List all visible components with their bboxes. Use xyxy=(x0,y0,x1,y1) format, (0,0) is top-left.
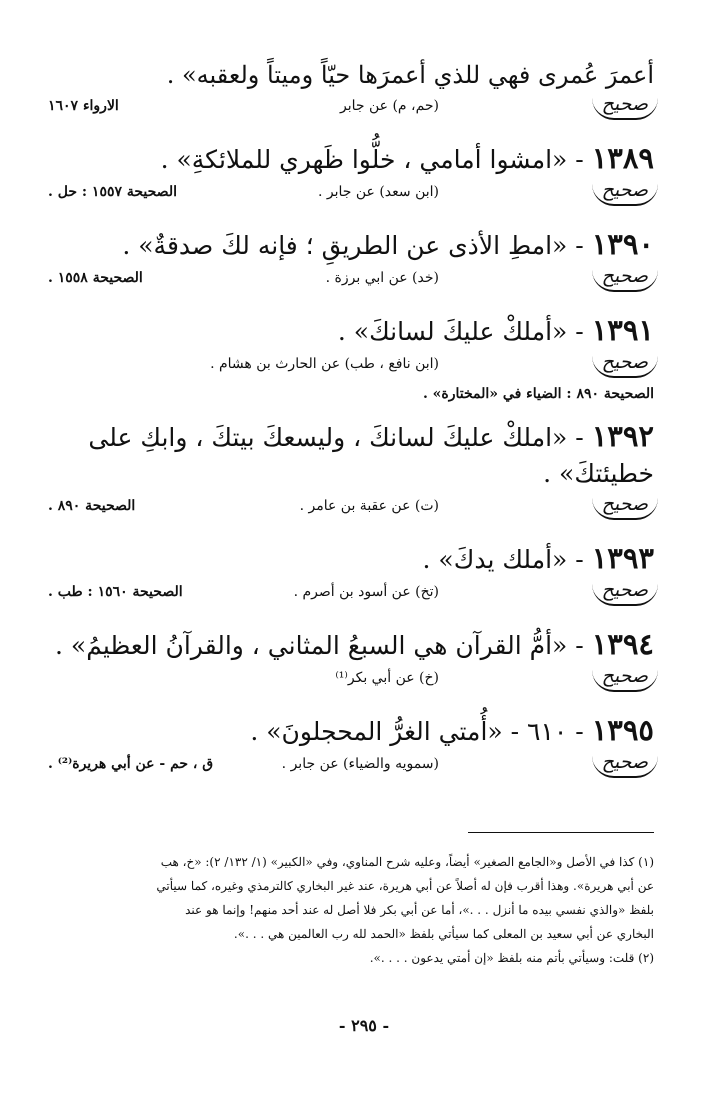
hadith-number: ١٣٩١ xyxy=(591,313,654,347)
hadith-text: - «امطِ الأذى عن الطريقِ ؛ فإنه لكَ صدقةٌ» . xyxy=(122,231,584,260)
hadith-source: (خ) عن أبي بكر⁽¹⁾ xyxy=(335,670,439,686)
hadith-source-row xyxy=(48,178,654,212)
hadith-text: - «امشوا أمامي ، خلُّوا ظَهري للملائكةِ» . xyxy=(160,145,584,174)
grade-badge: صحيح xyxy=(592,750,658,778)
grade-badge: صحيح xyxy=(592,664,658,692)
hadith-1393 xyxy=(48,540,654,612)
intro-hadith-continuation xyxy=(48,58,654,126)
hadith-source-row xyxy=(48,350,654,384)
hadith-text: - «املكْ عليكَ لسانكَ ، وليسعكَ بيتكَ ، وابكِ على xyxy=(88,423,584,452)
hadith-source: (ابن سعد) عن جابر . xyxy=(317,184,439,200)
grade-badge: صحيح xyxy=(592,178,658,206)
footnotes xyxy=(48,850,654,970)
hadith-1392 xyxy=(48,418,654,526)
hadith-line xyxy=(48,312,654,350)
hadith-line xyxy=(48,626,654,664)
hadith-reference: الصحيحة ١٥٥٧ : حل . xyxy=(48,184,177,200)
hadith-line xyxy=(48,226,654,264)
hadith-source-row xyxy=(48,264,654,298)
hadith-reference: الصحيحة ١٥٦٠ : طب . xyxy=(48,584,183,600)
grade-badge: صحيح xyxy=(592,350,658,378)
hadith-number: ١٣٩٤ xyxy=(591,627,654,661)
hadith-source-row xyxy=(48,750,654,784)
hadith-source-row xyxy=(48,578,654,612)
hadith-1390 xyxy=(48,226,654,298)
grade-badge: صحيح xyxy=(592,578,658,606)
hadith-source: (ابن نافع ، طب) عن الحارث بن هشام . xyxy=(210,356,439,372)
hadith-1394 xyxy=(48,626,654,698)
hadith-number: ١٣٩٢ xyxy=(591,419,654,453)
hadith-number: ١٣٩٠ xyxy=(591,227,654,261)
hadith-source: (خد) عن ابي برزة . xyxy=(325,270,439,286)
hadith-text: - ٦١٠ - «أُمتي الغرُّ المحجلونَ» . xyxy=(250,717,584,746)
footnote-divider xyxy=(468,832,654,833)
hadith-1389 xyxy=(48,140,654,212)
intro-source-row xyxy=(48,92,654,126)
intro-source: (حم، م) عن جابر xyxy=(340,98,439,114)
grade-badge: صحيح xyxy=(592,492,658,520)
hadith-extra-reference: الصحيحة ٨٩٠ : الضياء في «المختارة» . xyxy=(422,386,654,402)
hadith-line xyxy=(48,140,654,178)
hadith-text: - «أملك يدكَ» . xyxy=(422,545,584,574)
intro-reference: الارواء ١٦٠٧ xyxy=(48,98,119,114)
hadith-number: ١٣٩٣ xyxy=(591,541,654,575)
hadith-reference: الصحيحة ٨٩٠ . xyxy=(48,498,136,514)
footnote-line: (١) كذا في الأصل و«الجامع الصغير» أيضاً، وعليه شرح المناوي، وفي «الكبير» (١/ ١٣٢/ ٢): «خ، هب xyxy=(160,855,654,869)
hadith-reference: ق ، حم - عن أبي هريرة⁽²⁾ . xyxy=(48,756,214,772)
hadith-source: (سمويه والضياء) عن جابر . xyxy=(281,756,439,772)
hadith-source-row xyxy=(48,664,654,698)
intro-text: أعمرَ عُمرى فهي للذي أعمرَها حيّاً وميتاً ولعقبه» . xyxy=(166,61,654,89)
footnote-line: بلفظ «والذي نفسي بيده ما أنزل . . .»، أما عن أبي بكر فلا أصل له عند أحد منهم! وإنما هو عند xyxy=(185,903,654,917)
hadith-1391 xyxy=(48,312,654,404)
footnote-line: البخاري عن أبي سعيد بن المعلى كما سيأتي بلفظ «الحمد لله رب العالمين هي . . .». xyxy=(233,927,654,941)
hadith-text-continuation: خطيئتكَ» . xyxy=(543,459,654,488)
hadith-1395 xyxy=(48,712,654,784)
hadith-line xyxy=(48,540,654,578)
page-number: - ٢٩٥ - xyxy=(338,1016,390,1035)
grade-badge: صحيح xyxy=(592,92,658,120)
hadith-line xyxy=(48,418,654,456)
hadith-reference: الصحيحة ١٥٥٨ . xyxy=(48,270,143,286)
hadith-line xyxy=(48,712,654,750)
hadith-number: ١٣٨٩ xyxy=(591,141,654,175)
hadith-source: (ت) عن عقبة بن عامر . xyxy=(299,498,439,514)
hadith-text: - «أملكْ عليكَ لسانكَ» . xyxy=(337,317,584,346)
footnote-line: (٢) قلت: وسيأتي بأتم منه بلفظ «إن أمتي يدعون . . . .». xyxy=(369,951,654,965)
grade-badge: صحيح xyxy=(592,264,658,292)
footnote-line: عن أبي هريرة». وهذا أقرب فإن له أصلاً عن أبي هريرة، عند غير البخاري كالترمذي وغيره، كما سيأتي xyxy=(156,879,654,893)
hadith-text: - «أمُّ القرآن هي السبعُ المثاني ، والقرآنُ العظيمُ» . xyxy=(55,631,584,660)
hadith-source-row xyxy=(48,492,654,526)
hadith-number: ١٣٩٥ xyxy=(591,713,654,747)
hadith-source: (تخ) عن أسود بن أصرم . xyxy=(293,584,439,600)
